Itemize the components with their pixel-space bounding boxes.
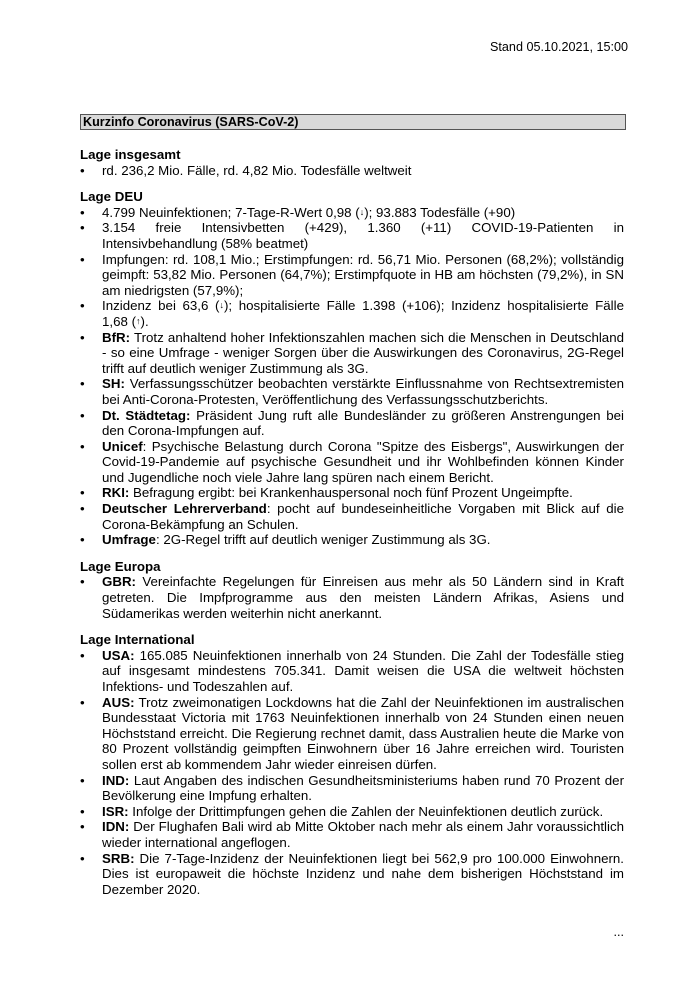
list-deu [80,205,624,548]
bullet-icon: • [80,532,85,548]
bullet-icon: • [80,819,85,835]
section-heading-europa: Lage Europa [80,558,161,574]
bullet-icon: • [80,803,85,819]
bullet-icon: • [80,162,85,178]
list-item: • SH: Verfassungsschützer beobachten verstärkte Einflussnahme von Rechtsextremisten bei Anti-Corona-Protesten, Veröffentlichung des Verfassungsschutzberichts. [80,376,624,407]
arrow-up-icon: ↑ [136,315,141,326]
list-item: • Dt. Städtetag: Präsident Jung ruft alle Bundesländer zu größeren Anstrengungen bei den Corona-Impfungen auf. [80,407,624,439]
bullet-icon: • [80,376,85,392]
bullet-icon: • [80,438,85,454]
section-heading-deu: Lage DEU [80,189,143,205]
bullet-icon: • [80,251,85,267]
bullet-icon: • [80,647,85,663]
bullet-icon: • [80,485,85,501]
list-europa [80,574,624,621]
section-heading-gesamt: Lage insgesamt [80,147,181,162]
list-item: • IND: Laut Angaben des indischen Gesundheitsministeriums haben rund 70 Prozent der Bevölkerung eine Impfung erhalten. [80,772,624,804]
arrow-down-icon: ↓ [359,206,365,217]
bullet-icon: • [80,298,85,314]
bullet-icon: • [80,574,85,590]
bullet-icon: • [80,850,85,866]
arrow-down-icon: ↓ [219,300,224,311]
list-item: • 3.154 freie Intensivbetten (+429), 1.360 (+11) COVID-19-Patienten in Intensivbehandlung (58% beatmet) [80,220,624,251]
section-heading-international: Lage International [80,632,195,648]
list-gesamt [80,163,624,179]
continuation-marker: ... [613,925,624,939]
list-item: • GBR: Vereinfachte Regelungen für Einreisen aus mehr als 50 Ländern sind in Kraft getreten. Die Impfprogramme aus den meisten Ländern Afrikas, Asiens und Südamerikas werden weiterhin nicht anerkannt. [80,574,624,621]
report-content [80,147,624,897]
list-item: • Impfungen: rd. 108,1 Mio.; Erstimpfungen: rd. 56,71 Mio. Personen (68,2%); vollständig geimpft: 53,82 Mio. Personen (64,7%); Erstimpfquote in HB am höchsten (79,2%), in SN am niedrigsten (57,9%); [80,251,624,298]
list-item: • BfR: Trotz anhaltend hoher Infektionszahlen machen sich die Menschen in Deutschland - so eine Umfrage - weniger Sorgen über die Auswirkungen des Coronavirus, 2G-Regel trifft auf deutlich weniger Zustimmung als 3G. [80,329,624,376]
list-international [80,648,624,898]
list-item: • USA: 165.085 Neuinfektionen innerhalb von 24 Stunden. Die Zahl der Todesfälle stieg auf insgesamt mindestens 705.341. Damit weisen die USA die weltweit höchsten Infektions- und Todeszahlen auf. [80,647,624,694]
list-item: • SRB: Die 7-Tage-Inzidenz der Neuinfektionen liegt bei 562,9 pro 100.000 Einwohnern. Dies ist europaweit die höchste Inzidenz und nahe dem bisherigen Höchststand im Dezember 2020. [80,850,624,897]
bullet-icon: • [80,329,85,345]
bullet-icon: • [80,204,85,220]
bullet-icon: • [80,220,85,236]
bullet-icon: • [80,694,85,710]
list-item: • rd. 236,2 Mio. Fälle, rd. 4,82 Mio. Todesfälle weltweit [80,162,412,178]
list-item: • IDN: Der Flughafen Bali wird ab Mitte Oktober nach mehr als einem Jahr voraussichtlich wieder international angeflogen. [80,819,624,850]
page-title: Kurzinfo Coronavirus (SARS-CoV-2) [80,114,626,130]
list-item: • AUS: Trotz zweimonatigen Lockdowns hat die Zahl der Neuinfektionen im australischen Bundesstaat Victoria mit 1763 Neuinfektionen innerhalb von 24 Stunden einen neuen Höchststand erreicht. Die Regierung rechnet damit, dass Australien heute die Marke von 80 Prozent vollständig geimpften Einwohnern über 16 Jahre erreichen wird. Touristen sollen erst ab kommendem Jahr wieder einreisen dürfen. [80,694,624,772]
list-item: • Unicef: Psychische Belastung durch Corona "Spitze des Eisbergs", Auswirkungen der Covid-19-Pandemie auf psychische Gesundheit und ihr Wohlbefinden können Kinder und Jugendliche noch viele Jahre lang spüren nach einem Bericht. [80,438,624,485]
bullet-icon: • [80,407,85,423]
list-item: • 4.799 Neuinfektionen; 7-Tage-R-Wert 0,98 (↓); 93.883 Todesfälle (+90) [80,204,516,220]
bullet-icon: • [80,772,85,788]
list-item: • Umfrage: 2G-Regel trifft auf deutlich weniger Zustimmung als 3G. [80,532,491,548]
list-item: • Deutscher Lehrerverband: pocht auf bundeseinheitliche Vorgaben mit Blick auf die Corona-Bekämpfung an Schulen. [80,501,624,532]
date-stamp: Stand 05.10.2021, 15:00 [490,40,628,54]
bullet-icon: • [80,501,85,517]
list-item: • RKI: Befragung ergibt: bei Krankenhauspersonal noch fünf Prozent Ungeimpfte. [80,485,573,501]
list-item: • Inzidenz bei 63,6 (↓); hospitalisierte Fälle 1.398 (+106); Inzidenz hospitalisierte Fälle 1,68 (↑). [80,298,624,329]
list-item: • ISR: Infolge der Drittimpfungen gehen die Zahlen der Neuinfektionen deutlich zurück. [80,803,604,819]
